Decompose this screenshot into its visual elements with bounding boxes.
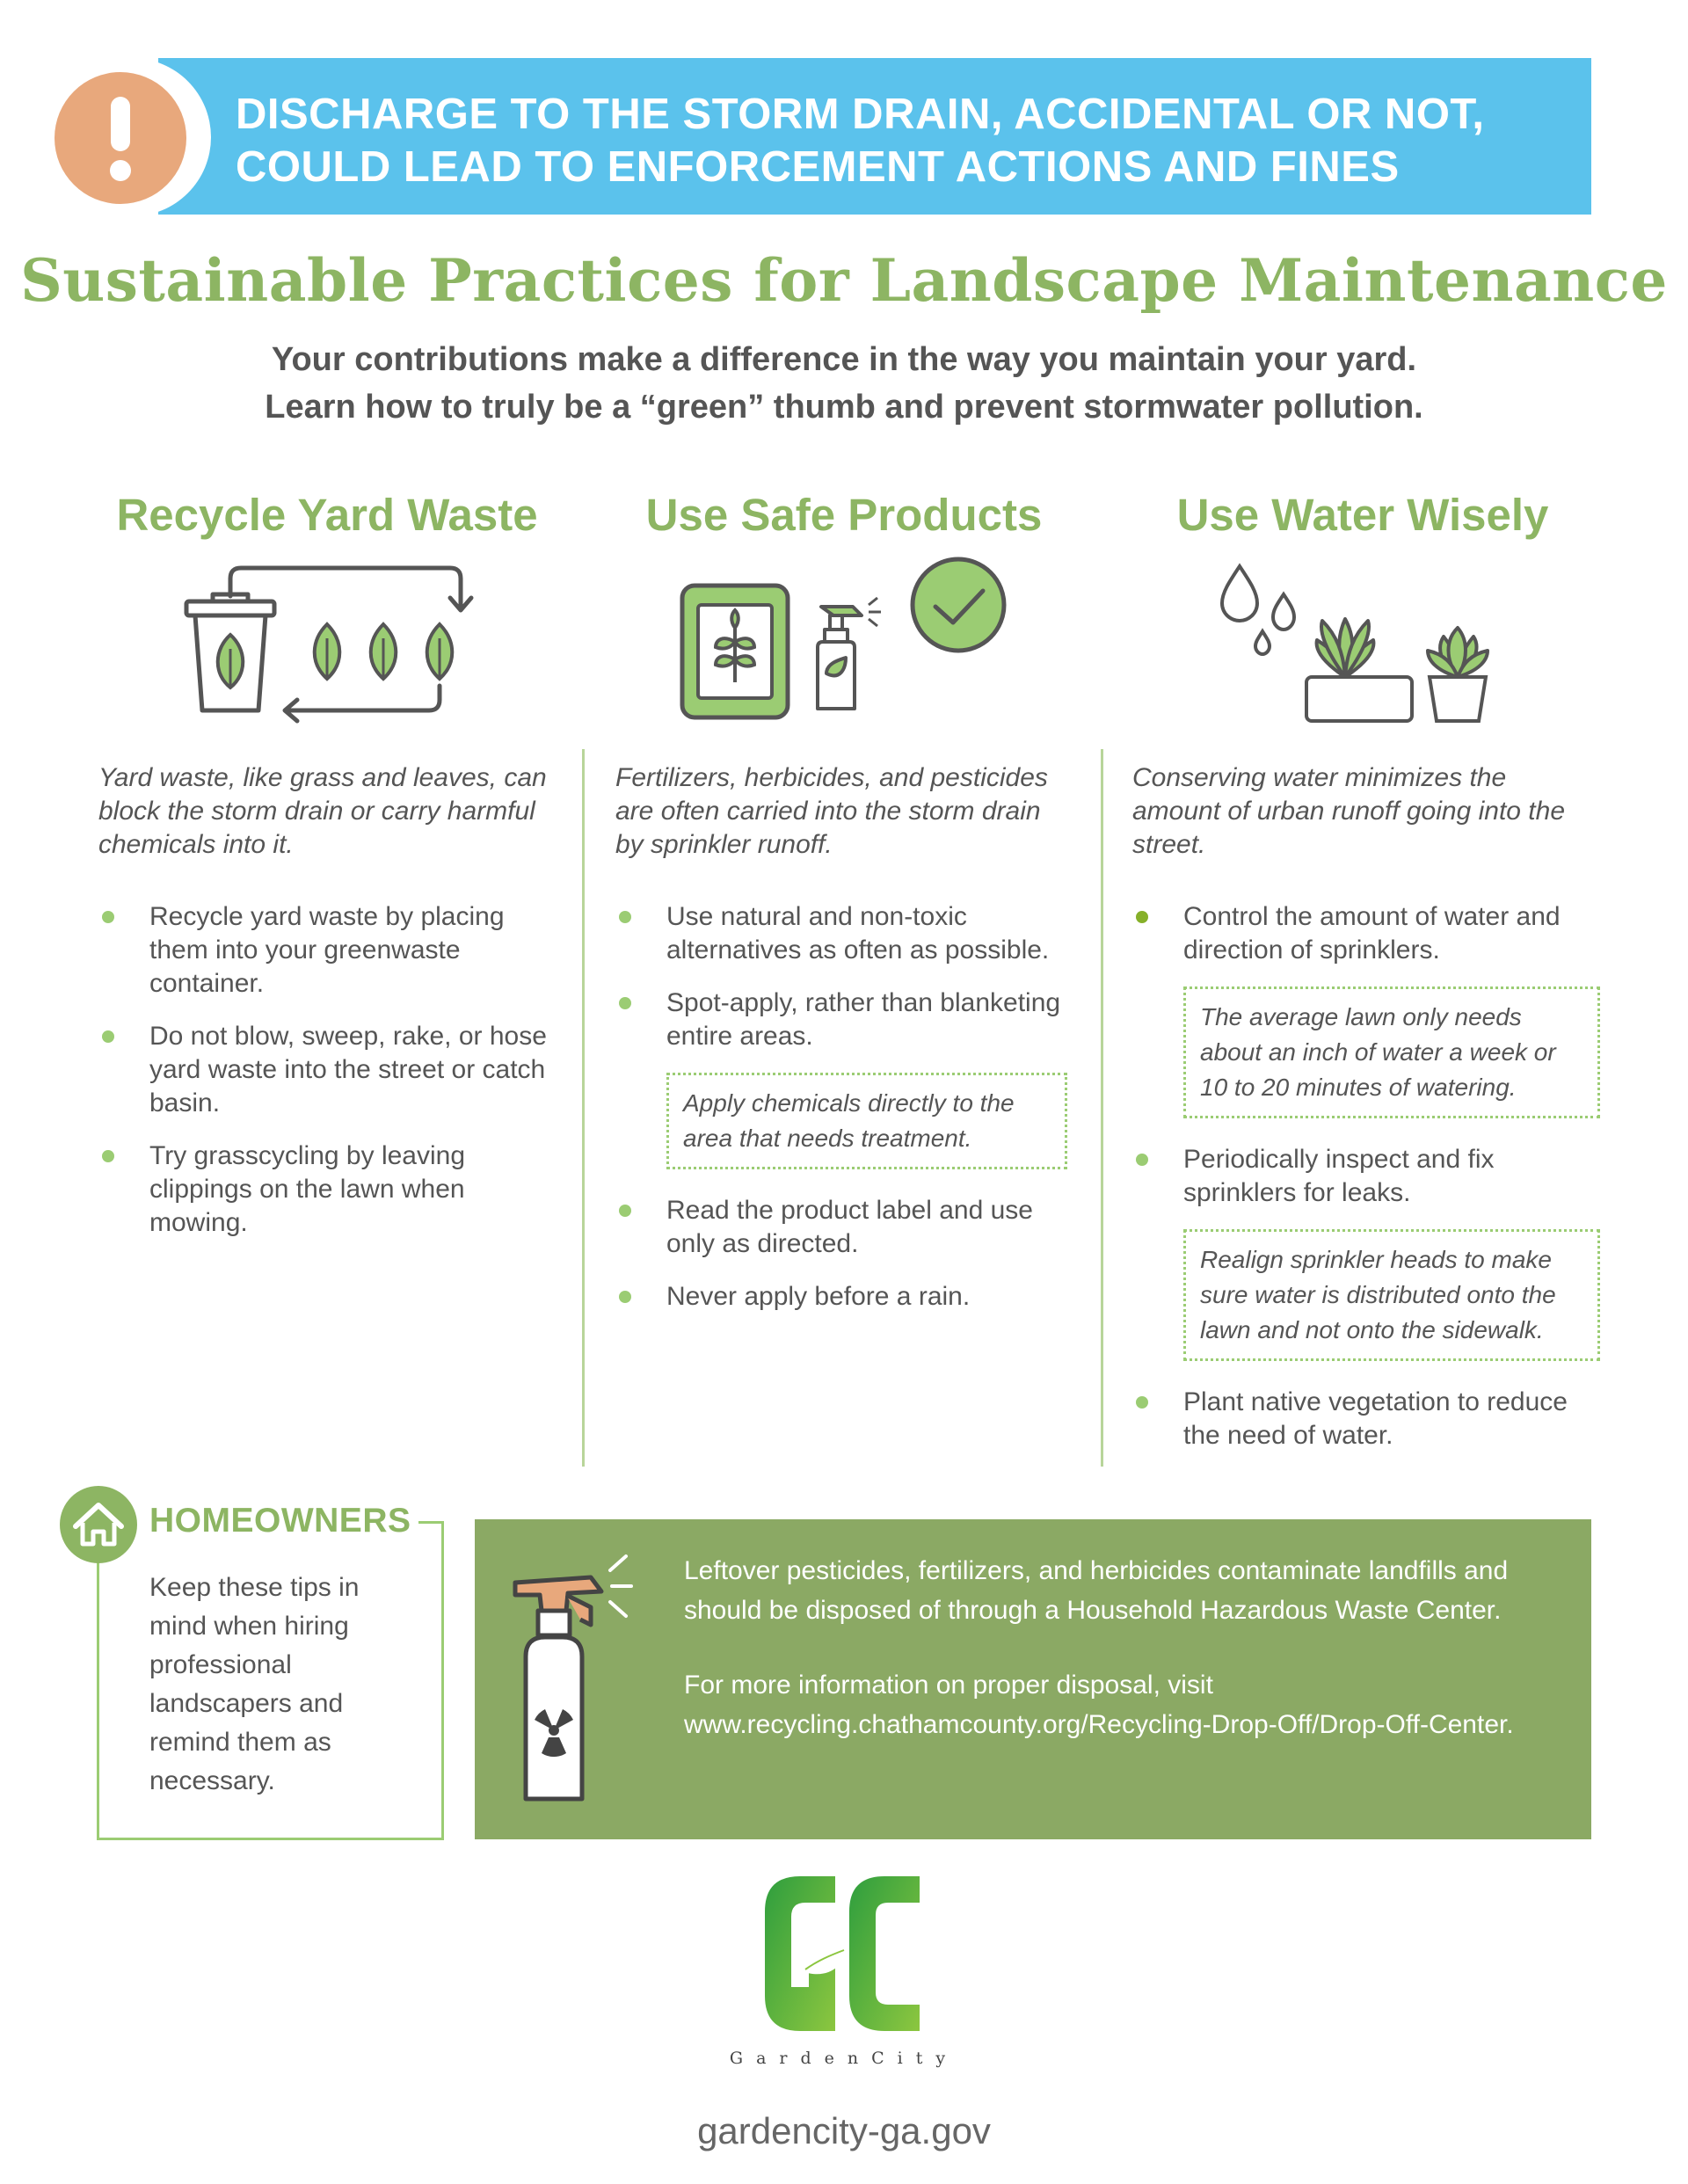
column-intro-water: Conserving water minimizes the amount of urban runoff going into the street. — [1132, 763, 1566, 859]
list-item — [98, 900, 564, 1001]
logo-wordmark: GardenCity — [729, 2049, 959, 2068]
tip-note-products: Apply chemicals directly to the area that needs treatment. — [666, 1073, 1067, 1169]
subtitle-line-2: Learn how to truly be a “green” thumb and prevent stormwater pollution. — [265, 389, 1423, 426]
list-item — [98, 1139, 564, 1240]
bullet-list-products — [615, 900, 1073, 1333]
column-divider — [582, 749, 585, 1467]
column-divider — [1101, 749, 1103, 1467]
list-item-text: Never apply before a rain. — [666, 1282, 971, 1311]
column-title-products: Use Safe Products — [645, 490, 1043, 540]
bullet-dot — [102, 1030, 114, 1043]
list-item — [1132, 900, 1600, 967]
exclamation-icon — [55, 72, 186, 204]
fertilizer-bag-icon — [677, 554, 1029, 730]
house-icon — [60, 1486, 137, 1563]
list-item-text: Recycle yard waste by placing them into your greenwaste container. — [149, 902, 505, 998]
list-item — [1132, 1143, 1600, 1210]
bullet-dot — [619, 911, 631, 923]
list-item — [1132, 1386, 1600, 1452]
bullet-list-water — [1132, 900, 1600, 1472]
column-intro-recycle: Yard waste, like grass and leaves, can block the storm drain or carry harmful chemicals into it. — [98, 763, 547, 859]
bullet-list-recycle — [98, 900, 564, 1259]
bullet-dot — [619, 997, 631, 1009]
tip-note-sprinklers: Realign sprinkler heads to make sure water is distributed onto the lawn and not onto the sidewalk. — [1183, 1229, 1600, 1361]
page-subtitle — [0, 336, 1688, 431]
list-item-text: Periodically inspect and fix sprinklers for leaks. — [1183, 1145, 1495, 1207]
bullet-dot — [619, 1205, 631, 1217]
hazard-spray-bottle-icon — [510, 1546, 633, 1827]
gardencity-logo — [756, 1864, 932, 2049]
homeowners-text: Keep these tips in mind when hiring professional landscapers and remind them as necessary. — [149, 1573, 360, 1795]
list-item-text: Do not blow, sweep, rake, or hose yard waste into the street or catch basin. — [149, 1022, 547, 1117]
list-item-text: Plant native vegetation to reduce the need of water. — [1183, 1387, 1568, 1450]
bullet-dot — [102, 1150, 114, 1162]
list-item-text: Try grasscycling by leaving clippings on the lawn when mowing. — [149, 1141, 466, 1237]
disposal-line-1: Leftover pesticides, fertilizers, and herbicides contaminate landfills and should be disposed of through a Household Hazardous Waste Center. — [684, 1556, 1509, 1625]
list-item — [98, 1020, 564, 1120]
bullet-dot — [1136, 1396, 1148, 1409]
water-drops-plants-icon — [1213, 554, 1565, 730]
tip-note-watering: The average lawn only needs about an inch of water a week or 10 to 20 minutes of watering. — [1183, 986, 1600, 1118]
banner-line-1: DISCHARGE TO THE STORM DRAIN, ACCIDENTAL OR NOT, — [236, 91, 1485, 138]
column-title-recycle: Recycle Yard Waste — [116, 490, 538, 540]
list-item-text: Control the amount of water and direction of sprinklers. — [1183, 902, 1561, 965]
recycle-bin-icon — [176, 554, 528, 730]
warning-banner — [53, 58, 1591, 216]
list-item-text: Spot-apply, rather than blanketing entire areas. — [666, 988, 1061, 1051]
list-item-text: Use natural and non-toxic alternatives as often as possible. — [666, 902, 1050, 965]
homeowners-title: HOMEOWNERS — [149, 1502, 418, 1540]
list-item-text: Read the product label and use only as directed. — [666, 1196, 1033, 1258]
list-item — [615, 900, 1073, 967]
column-title-water: Use Water Wisely — [1176, 490, 1549, 540]
disposal-panel — [475, 1519, 1591, 1839]
website-url: gardencity-ga.gov — [697, 2110, 991, 2151]
disposal-text — [684, 1551, 1572, 1780]
banner-text — [236, 88, 1554, 193]
bullet-dot — [619, 1291, 631, 1303]
bullet-dot — [102, 911, 114, 923]
list-item — [615, 1280, 1073, 1314]
homeowners-box-top-edge — [415, 1521, 444, 1524]
disposal-line-2: For more information on proper disposal, visit www.recycling.chathamcounty.org/Recycling-Drop-Off/Drop-Off-Center. — [684, 1671, 1514, 1739]
list-item — [615, 1194, 1073, 1261]
bullet-dot — [1136, 1154, 1148, 1166]
subtitle-line-1: Your contributions make a difference in the way you maintain your yard. — [271, 341, 1417, 378]
column-intro-products: Fertilizers, herbicides, and pesticides are often carried into the storm drain by sprinkler runoff. — [615, 763, 1048, 859]
banner-line-2: COULD LEAD TO ENFORCEMENT ACTIONS AND FINES — [236, 143, 1400, 191]
list-item — [615, 986, 1073, 1053]
page-title: Sustainable Practices for Landscape Maintenance — [20, 246, 1668, 315]
bullet-dot — [1136, 911, 1148, 923]
